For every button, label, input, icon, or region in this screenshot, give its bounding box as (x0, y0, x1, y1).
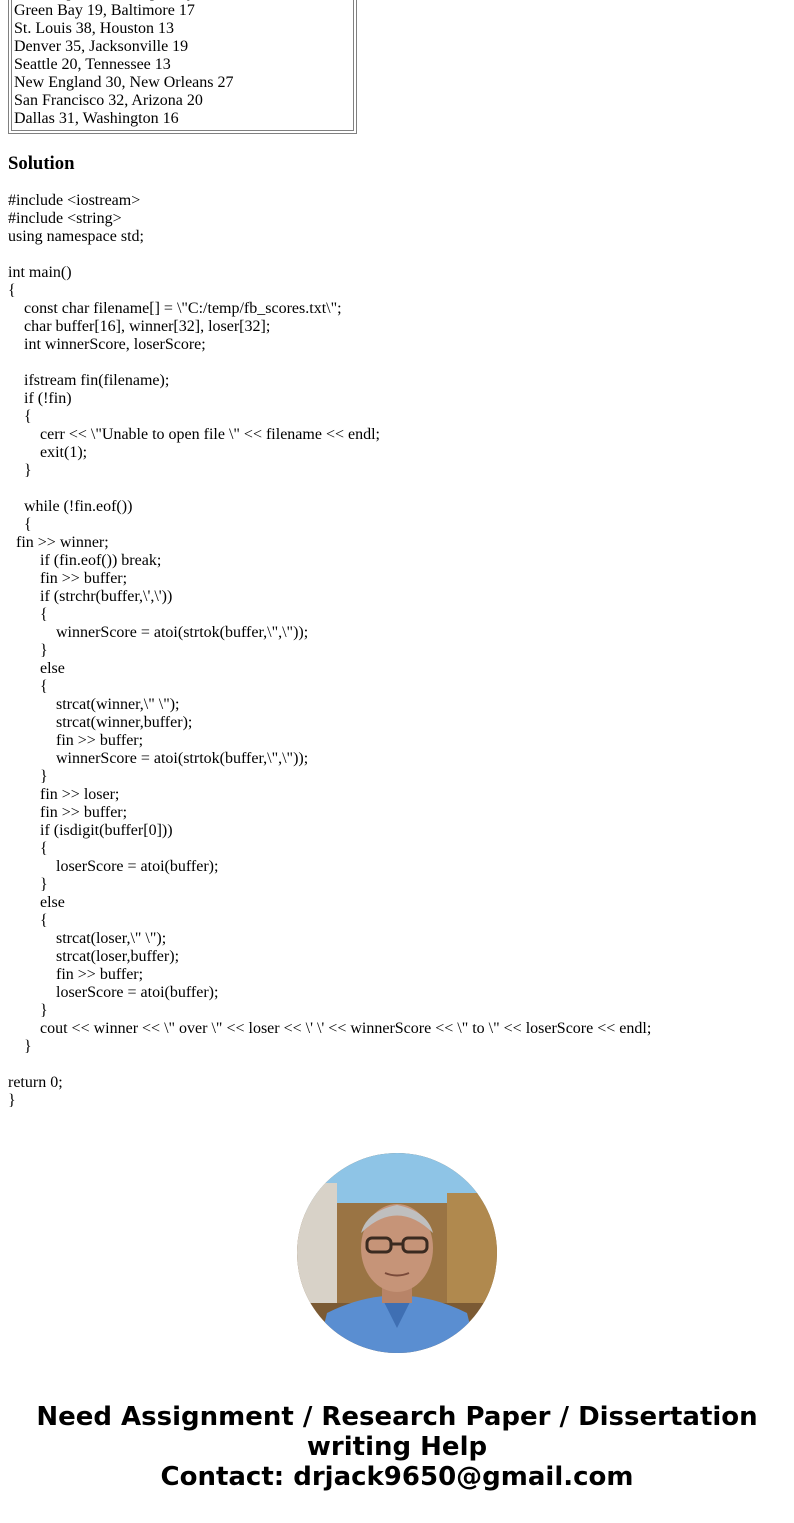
code-line: { (8, 606, 48, 623)
code-line (8, 354, 651, 372)
code-line: winnerScore = atoi(strtok(buffer,\",\")); (8, 624, 309, 641)
code-line: if (!fin) (8, 390, 72, 407)
code-line: } (8, 768, 48, 785)
code-line: { (8, 516, 32, 533)
score-row: Dallas 31, Washington 16 (14, 110, 179, 127)
promo-contact: Contact: drjack9650@gmail.com (160, 1462, 634, 1492)
code-line: while (!fin.eof()) (8, 498, 133, 515)
code-line: int winnerScore, loserScore; (8, 336, 206, 353)
code-line: cout << winner << \" over \" << loser << \' \' << winnerScore << \" to \" << loserScore << endl; (8, 1020, 652, 1037)
code-line: char buffer[16], winner[32], loser[32]; (8, 318, 271, 335)
code-line: { (8, 912, 48, 929)
code-line: #include <string> (8, 210, 122, 227)
code-line: if (isdigit(buffer[0])) (8, 822, 173, 839)
code-line (8, 480, 651, 498)
score-row: Denver 35, Jacksonville 19 (14, 38, 189, 55)
code-line: ifstream fin(filename); (8, 372, 170, 389)
code-line: if (fin.eof()) break; (8, 552, 162, 569)
scores-list (11, 0, 354, 131)
code-line (8, 1056, 651, 1074)
code-block (8, 192, 651, 1110)
code-line: fin >> buffer; (8, 804, 128, 821)
code-line: fin >> buffer; (8, 570, 128, 587)
code-line: fin >> buffer; (8, 966, 144, 983)
code-line: } (8, 1038, 32, 1055)
code-line: const char filename[] = \"C:/temp/fb_scores.txt\"; (8, 300, 342, 317)
code-line: { (8, 840, 48, 857)
code-line: using namespace std; (8, 228, 144, 245)
scores-table (8, 0, 357, 134)
promo-line-2: writing Help (306, 1432, 488, 1462)
score-row: Seattle 20, Tennessee 13 (14, 56, 171, 73)
code-line: { (8, 678, 48, 695)
code-line: if (strchr(buffer,\',\')) (8, 588, 173, 605)
code-line: exit(1); (8, 444, 88, 461)
code-line: else (8, 894, 65, 911)
code-line: winnerScore = atoi(strtok(buffer,\",\")); (8, 750, 309, 767)
score-row: Green Bay 19, Baltimore 17 (14, 2, 195, 19)
code-line: int main() (8, 264, 72, 281)
code-line: fin >> loser; (8, 786, 120, 803)
promo-line-1: Need Assignment / Research Paper / Dissertation (36, 1402, 758, 1432)
score-row: St. Louis 38, Houston 13 (14, 20, 175, 37)
code-line: loserScore = atoi(buffer); (8, 858, 219, 875)
code-line (8, 246, 651, 264)
code-line: strcat(winner,\" \"); (8, 696, 180, 713)
code-line: fin >> buffer; (8, 732, 144, 749)
code-line: strcat(loser,buffer); (8, 948, 180, 965)
promo-banner (0, 1402, 794, 1492)
code-line: } (8, 1092, 16, 1109)
code-line: { (8, 408, 32, 425)
author-avatar (297, 1153, 497, 1353)
code-line: { (8, 282, 16, 299)
code-line: cerr << \"Unable to open file \" << filename << endl; (8, 426, 380, 443)
code-line: #include <iostream> (8, 192, 141, 209)
code-line: strcat(winner,buffer); (8, 714, 193, 731)
code-line: } (8, 1002, 48, 1019)
score-row: San Francisco 32, Arizona 20 (14, 92, 203, 109)
solution-heading: Solution (8, 153, 75, 174)
score-row: New England 30, New Orleans 27 (14, 74, 234, 91)
code-line: return 0; (8, 1074, 63, 1091)
code-line: strcat(loser,\" \"); (8, 930, 167, 947)
code-line: } (8, 876, 48, 893)
code-line: loserScore = atoi(buffer); (8, 984, 219, 1001)
author-photo-icon (297, 1153, 497, 1353)
code-line: } (8, 642, 48, 659)
code-line: fin >> winner; (8, 534, 109, 551)
code-line: else (8, 660, 65, 677)
code-line: } (8, 462, 32, 479)
